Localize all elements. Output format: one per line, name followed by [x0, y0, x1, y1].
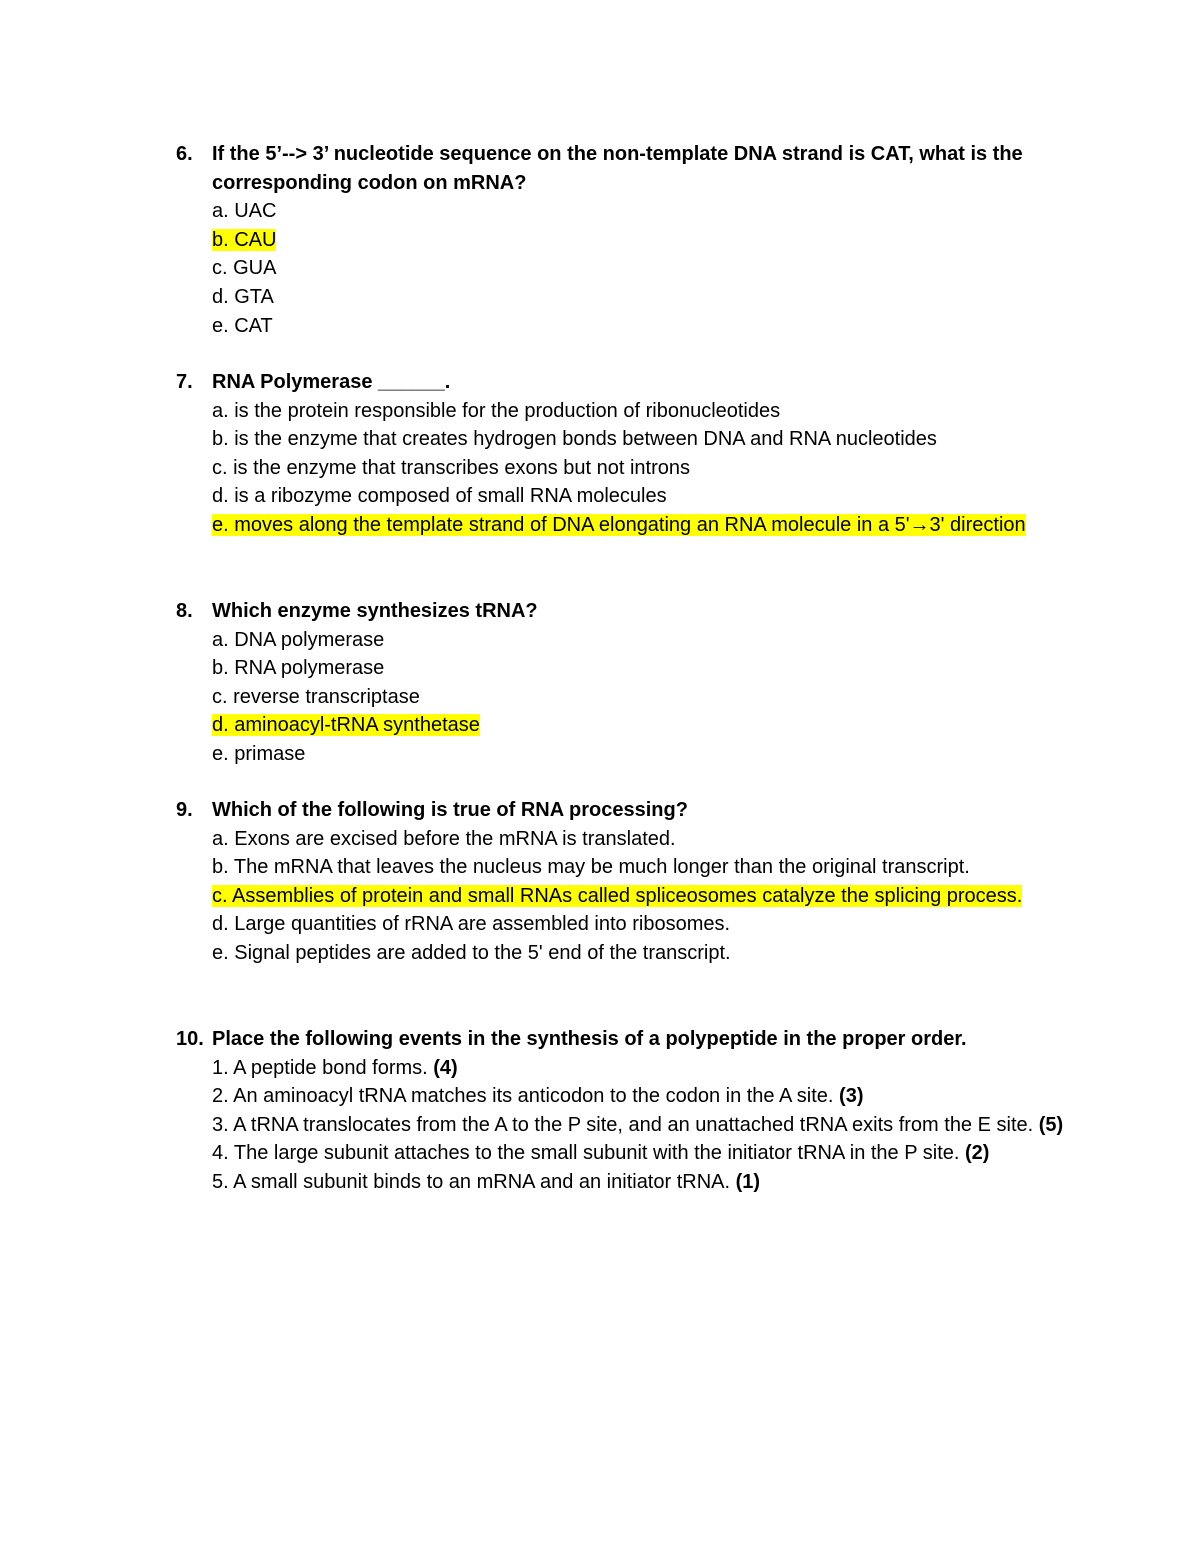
option-b — [212, 425, 1076, 454]
option-a — [212, 626, 1076, 655]
option-text: a. UAC — [212, 200, 277, 223]
option-b — [212, 853, 1076, 882]
option-d — [212, 482, 1076, 511]
option-c — [212, 254, 1076, 283]
option-text: e. CAT — [212, 314, 273, 337]
ordering-item-2 — [212, 1082, 1076, 1111]
option-text: c. GUA — [212, 257, 277, 280]
item-text: 3. A tRNA translocates from the A to the P site, and an unattached tRNA exits from the E site. — [212, 1113, 1039, 1136]
option-text: d. Large quantities of rRNA are assembled into ribosomes. — [212, 913, 731, 936]
question-6-header — [176, 140, 1076, 197]
option-text: e. Signal peptides are added to the 5' end of the transcript. — [212, 941, 731, 964]
ordering-item-4 — [212, 1139, 1076, 1168]
highlighted-answer: d. aminoacyl-tRNA synthetase — [212, 714, 480, 737]
question-number: 9. — [176, 799, 193, 821]
option-text: c. reverse transcriptase — [212, 685, 420, 708]
option-a — [212, 825, 1076, 854]
option-c — [212, 683, 1076, 712]
highlighted-answer: c. Assemblies of protein and small RNAs called spliceosomes catalyze the splicing process. — [212, 884, 1023, 907]
question-number: 7. — [176, 371, 193, 393]
question-number: 10. — [176, 1028, 204, 1050]
option-c-correct — [212, 882, 1076, 911]
option-text: c. is the enzyme that transcribes exons but not introns — [212, 456, 691, 479]
item-order-answer: (1) — [735, 1170, 761, 1193]
option-text: a. DNA polymerase — [212, 628, 385, 651]
option-d — [212, 283, 1076, 312]
question-prompt: If the 5’--> 3’ nucleotide sequence on the non-template DNA strand is CAT, what is the corresponding codon on mRNA? — [212, 143, 1023, 194]
highlighted-answer: b. CAU — [212, 228, 277, 251]
question-9-header — [176, 796, 1076, 825]
option-text: b. The mRNA that leaves the nucleus may be much longer than the original transcript. — [212, 856, 970, 879]
option-a — [212, 197, 1076, 226]
option-b-correct — [212, 226, 1076, 255]
option-e — [212, 312, 1076, 341]
question-7 — [176, 368, 1076, 540]
question-number: 6. — [176, 143, 193, 165]
option-text: b. RNA polymerase — [212, 657, 385, 680]
question-7-header — [176, 368, 1076, 397]
option-text: a. is the protein responsible for the production of ribonucleotides — [212, 399, 781, 422]
option-e-correct — [212, 511, 1076, 540]
question-10-header — [176, 1025, 1076, 1054]
question-prompt: RNA Polymerase ______. — [212, 371, 451, 393]
question-10 — [176, 1025, 1076, 1197]
item-order-answer: (4) — [433, 1056, 458, 1079]
item-text: 2. An aminoacyl tRNA matches its anticodon to the codon in the A site. — [212, 1085, 840, 1108]
item-order-answer: (3) — [839, 1085, 864, 1108]
question-prompt: Place the following events in the synthesis of a polypeptide in the proper order. — [212, 1028, 967, 1050]
highlighted-answer: e. moves along the template strand of DNA elongating an RNA molecule in a 5'→3' direction — [212, 513, 1026, 536]
question-9 — [176, 796, 1076, 968]
item-text: 5. A small subunit binds to an mRNA and an initiator tRNA. — [212, 1170, 736, 1193]
option-d — [212, 910, 1076, 939]
option-text: e. primase — [212, 742, 306, 765]
question-8 — [176, 597, 1076, 769]
option-a — [212, 397, 1076, 426]
ordering-item-5 — [212, 1168, 1076, 1197]
option-c — [212, 454, 1076, 483]
question-prompt: Which enzyme synthesizes tRNA? — [212, 600, 538, 622]
question-prompt: Which of the following is true of RNA processing? — [212, 799, 688, 821]
ordering-item-3 — [212, 1111, 1076, 1140]
ordering-item-1 — [212, 1054, 1076, 1083]
item-order-answer: (2) — [965, 1142, 990, 1165]
option-b — [212, 654, 1076, 683]
item-text: 1. A peptide bond forms. — [212, 1056, 434, 1079]
option-e — [212, 939, 1076, 968]
question-8-header — [176, 597, 1076, 626]
option-text: d. GTA — [212, 285, 274, 308]
question-6 — [176, 140, 1076, 340]
option-text: b. is the enzyme that creates hydrogen bonds between DNA and RNA nucleotides — [212, 428, 937, 451]
option-d-correct — [212, 711, 1076, 740]
item-order-answer: (5) — [1038, 1113, 1064, 1136]
question-number: 8. — [176, 600, 193, 622]
item-text: 4. The large subunit attaches to the small subunit with the initiator tRNA in the P site. — [212, 1142, 966, 1165]
option-e — [212, 740, 1076, 769]
option-text: d. is a ribozyme composed of small RNA molecules — [212, 485, 667, 508]
option-text: a. Exons are excised before the mRNA is translated. — [212, 827, 676, 850]
